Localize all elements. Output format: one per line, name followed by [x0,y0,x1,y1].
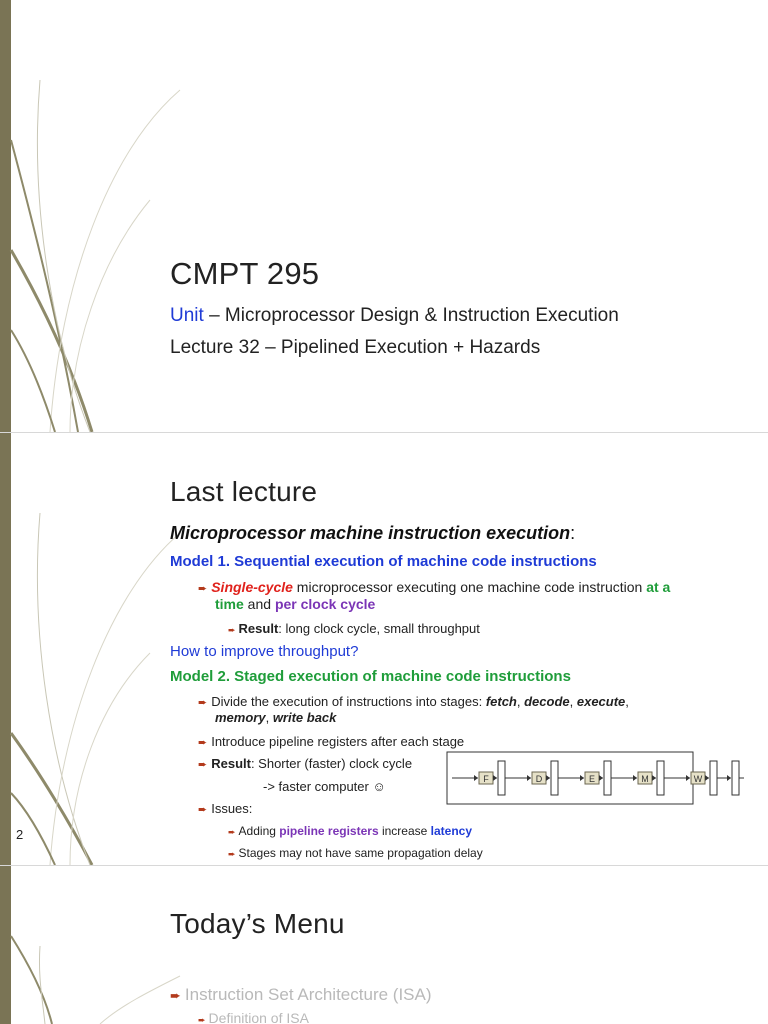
at-a-text: at a [646,579,671,595]
title-slide [0,0,768,432]
pipeline-register [498,761,505,795]
pipeline-diagram [446,751,744,809]
bullet-arrow-icon: ➨ [170,988,181,1003]
issue-text: Stages may not have same propagation delay [238,846,483,860]
wire-arrow-icon [599,775,603,781]
per-clock-cycle-text: per clock cycle [274,596,376,612]
result-label: Result [238,621,279,636]
bullet-arrow-icon: ➨ [228,625,236,635]
comma: , [265,710,273,725]
model-2-bullet-4 [198,801,252,816]
pipeline-register [604,761,611,795]
lecture-line: Lecture 32 – Pipelined Execution + Hazards [170,337,541,358]
page-number: 2 [16,827,24,842]
stage-label: D [535,774,543,784]
time-text: time [215,596,244,612]
todays-menu-slide [0,866,768,1024]
pipeline-register [551,761,558,795]
fetch-text: fetch [485,694,517,709]
bullet-arrow-icon: ➨ [198,697,208,709]
execute-text: execute [576,694,626,709]
section-heading [170,523,575,544]
slide-title: CMPT 295 [170,256,320,291]
bullet-arrow-icon: ➨ [198,759,208,771]
bullet-text: Divide the execution of instructions into stages: [211,694,486,709]
comma: , [625,694,629,709]
last-lecture-slide [0,433,768,865]
single-cycle-text: Single-cycle [211,579,293,595]
wire-arrow-icon [527,775,531,781]
write-back-text: write back [272,710,337,725]
result-label: Result [211,756,251,771]
bullet-text: microprocessor executing one machine code instruction [292,579,647,595]
bullet-arrow-icon: ➨ [198,804,208,816]
result-text: : Shorter (faster) clock cycle [250,756,413,771]
question-line: How to improve throughput? [170,643,359,660]
bullet-text: Issues: [211,801,253,816]
model-1-bullet-cont [215,596,375,612]
stage-label: M [641,774,649,784]
menu-item-text: Instruction Set Architecture (ISA) [184,985,432,1004]
model-1-heading: Model 1. Sequential execution of machine code instructions [170,553,597,570]
wire-arrow-icon [652,775,656,781]
model-2-bullet-3-cont: -> faster computer ☺ [263,779,386,794]
pipeline-register [710,761,717,795]
stage-label: F [483,774,489,784]
wire-arrow-icon [633,775,637,781]
decode-text: decode [524,694,570,709]
bullet-arrow-icon: ➨ [228,827,236,837]
leaf-decoration-icon [0,0,200,432]
model-1-bullet [198,579,670,595]
bullet-arrow-icon: ➨ [198,737,208,749]
pipeline-register [732,761,739,795]
issue-text: increase [378,824,431,838]
wire-arrow-icon [686,775,690,781]
model-2-bullet-1-cont [215,710,336,725]
stage-label: W [693,774,703,784]
heading-colon: : [570,523,576,543]
section-heading-text: Microprocessor machine instruction execution [170,523,571,543]
model-2-bullet-3 [198,756,412,771]
model-2-heading: Model 2. Staged execution of machine code instructions [170,668,571,685]
unit-line [170,305,619,327]
unit-description: – Microprocessor Design & Instruction Execution [203,305,619,326]
wire-arrow-icon [705,775,709,781]
pipeline-registers-text: pipeline registers [279,824,379,838]
and-text: and [243,596,275,612]
wire-arrow-icon [727,775,731,781]
model-2-bullet-2 [198,734,464,749]
stage-label: E [588,774,596,784]
model-1-result [228,621,480,636]
bullet-arrow-icon: ➨ [198,583,208,595]
menu-subitem-definition [198,1010,309,1024]
wire-arrow-icon [580,775,584,781]
wire-arrow-icon [493,775,497,781]
issue-text: Adding [238,824,280,838]
bullet-text: Introduce pipeline registers after each stage [211,734,465,749]
memory-text: memory [215,710,266,725]
wire-arrow-icon [546,775,550,781]
latency-text: latency [430,824,473,838]
bullet-arrow-icon: ➨ [228,849,236,859]
wire-arrow-icon [474,775,478,781]
result-text: : long clock cycle, small throughput [278,621,480,636]
slide-title: Today’s Menu [170,908,345,939]
model-2-bullet-1 [198,694,629,709]
slide-title: Last lecture [170,476,318,507]
menu-item-isa [170,985,432,1005]
unit-label: Unit [170,305,204,326]
pipeline-stages [452,761,744,795]
issue-1 [228,824,472,838]
comma: , [569,694,577,709]
menu-subitem-text: Definition of ISA [208,1010,309,1024]
comma: , [516,694,525,709]
pipeline-register [657,761,664,795]
issue-2 [228,846,483,860]
bullet-arrow-icon: ➨ [198,1015,206,1024]
